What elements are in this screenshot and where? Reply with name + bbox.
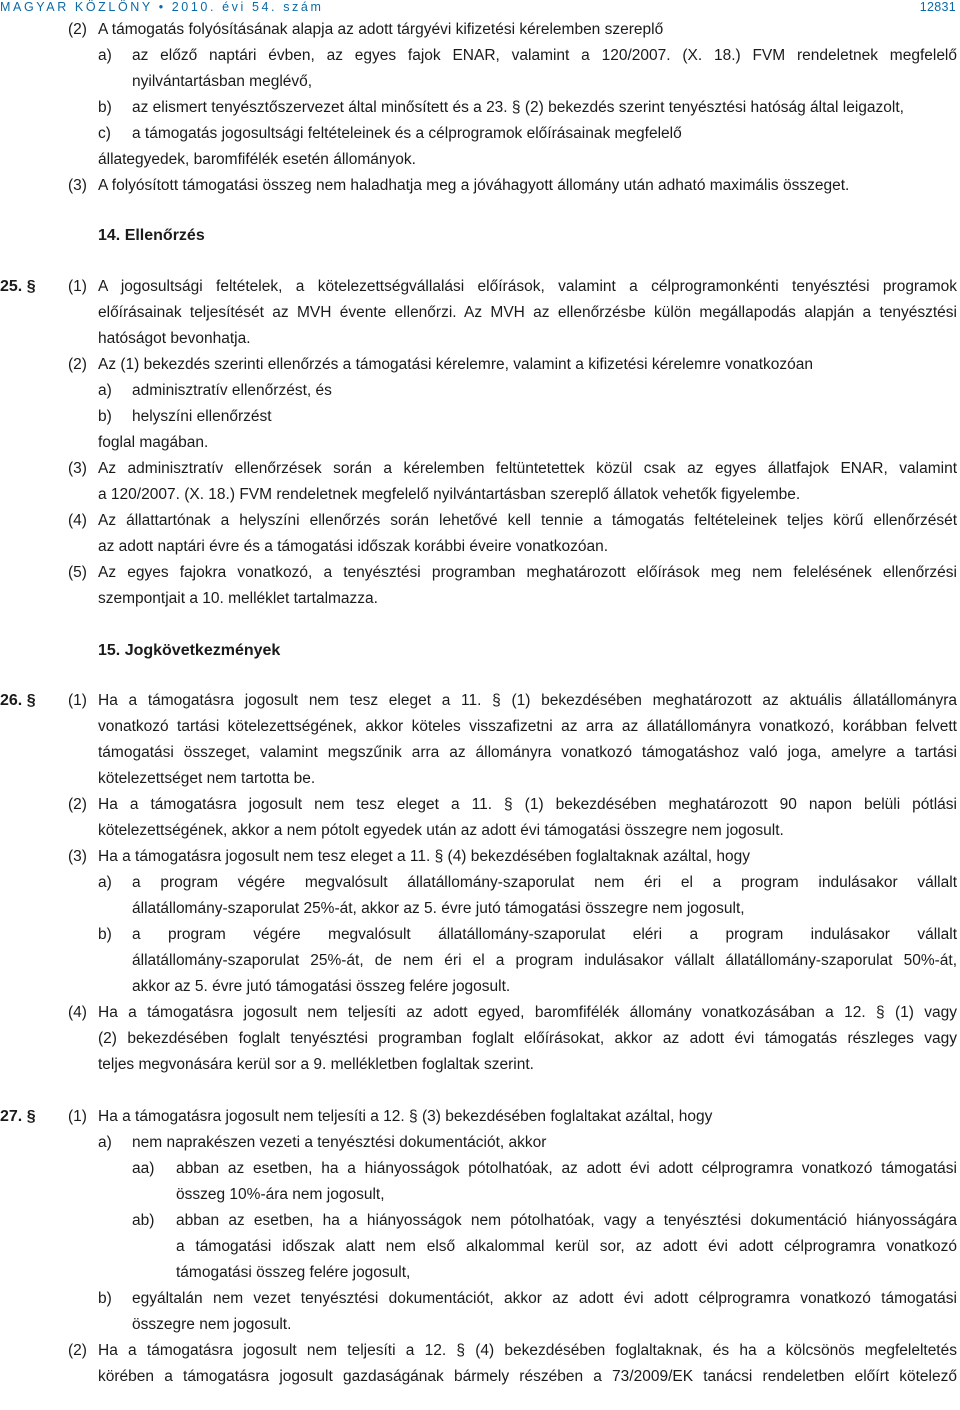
paragraph-text: az adott naptári évre és a támogatási időszak korábbi éveire vonatkozóan. bbox=[98, 538, 609, 555]
section-heading: 14. Ellenőrzés bbox=[98, 227, 205, 244]
item-text: akkor az 5. évre jutó támogatási összeg felére jogosult. bbox=[132, 978, 511, 995]
paragraph-number: (2) bbox=[68, 796, 87, 813]
paragraph-text: kötelezettséget nem tartotta be. bbox=[98, 770, 316, 787]
item-marker: b) bbox=[98, 926, 112, 943]
item-marker: b) bbox=[98, 99, 112, 116]
paragraph-number: (2) bbox=[68, 356, 87, 373]
subitem-text: a támogatási időszak alatt nem első alkalommal kerül sor, az adott évi adott célprogramra vonatkozó bbox=[176, 1238, 957, 1255]
paragraph-text: támogatási összeget, valamint megszűnik arra az állományra vonatkozó támogatáshoz való joga, amelyre a tartási bbox=[98, 744, 957, 761]
page-number: 12831 bbox=[919, 0, 956, 14]
subitem-text: támogatási összeg felére jogosult, bbox=[176, 1264, 411, 1281]
paragraph-number: (1) bbox=[68, 692, 87, 709]
paragraph-number: (2) bbox=[68, 21, 87, 38]
item-text: nyilvántartásban meglévő, bbox=[132, 73, 313, 90]
subitem-text: abban az esetben, ha a hiányosságok nem pótolhatóak, vagy a tenyésztési dokumentáció hiányosságára bbox=[176, 1212, 957, 1229]
paragraph-number: (3) bbox=[68, 177, 87, 194]
paragraph-text: A támogatás folyósításának alapja az adott tárgyévi kifizetési kérelemben szereplő bbox=[98, 21, 664, 38]
paragraph-text: Az állattartónak a helyszíni ellenőrzés során lehetővé kell tennie a támogatás feltételeinek teljes körű ellenőrzését bbox=[98, 512, 957, 529]
paragraph-text: előírásainak teljesítését az MVH évente ellenőrzi. Az MVH az ellenőrzésbe külön megállapodás alapján a tenyésztési bbox=[98, 304, 957, 321]
section-heading: 15. Jogkövetkezmények bbox=[98, 642, 281, 659]
paragraph-text: Ha a támogatásra jogosult nem teljesíti az adott egyed, baromfifélék állomány vonatkozásában a 12. § (1) vagy bbox=[98, 1004, 957, 1021]
paragraph-text: (2) bekezdésében foglalt tenyésztési programban foglalt előírásokat, akkor az adott évi támogatás részleges vagy bbox=[98, 1030, 957, 1047]
paragraph-text: Az egyes fajokra vonatkozó, a tenyésztési programban meghatározott előírások meg nem felelésének ellenőrzési bbox=[98, 564, 957, 581]
item-text: összegre nem jogosult. bbox=[132, 1316, 292, 1333]
paragraph-text: Az adminisztratív ellenőrzések során a kérelemben feltüntetettek közül csak az egyes állatfajok ENAR, valamint bbox=[98, 460, 957, 477]
section-number: 26. § bbox=[0, 692, 36, 709]
section-number: 25. § bbox=[0, 278, 36, 295]
paragraph-text: körében a támogatásra jogosult gazdaságának bármely részében a 73/2009/EK tanácsi rendeletben előírt kötelező bbox=[98, 1368, 957, 1385]
item-text: egyáltalán nem vezet tenyésztési dokumentációt, akkor az adott évi adott célprogramra vonatkozó támogatási bbox=[132, 1290, 957, 1307]
paragraph-text: teljes megvonására kerül sor a 9. mellékletben foglaltak szerint. bbox=[98, 1056, 534, 1073]
item-text: állategyedek, baromfifélék esetén állományok. bbox=[98, 151, 416, 168]
item-marker: b) bbox=[98, 408, 112, 425]
paragraph-number: (5) bbox=[68, 564, 87, 581]
item-marker: c) bbox=[98, 125, 111, 142]
paragraph-number: (4) bbox=[68, 1004, 87, 1021]
item-text: a támogatás jogosultsági feltételeinek és a célprogramok előírásainak megfelelő bbox=[132, 125, 682, 142]
subitem-marker: ab) bbox=[132, 1212, 155, 1229]
item-marker: a) bbox=[98, 1134, 112, 1151]
paragraph-text: Ha a támogatásra jogosult nem teljesíti a 12. § (3) bekezdésében foglaltakat azáltal, hogy bbox=[98, 1108, 713, 1125]
paragraph-number: (2) bbox=[68, 1342, 87, 1359]
item-text: nem naprakészen vezeti a tenyésztési dokumentációt, akkor bbox=[132, 1134, 547, 1151]
item-marker: a) bbox=[98, 874, 112, 891]
item-text: adminisztratív ellenőrzést, és bbox=[132, 382, 332, 399]
paragraph-text: hatóságot bevonhatja. bbox=[98, 330, 251, 347]
paragraph-text: szempontjait a 10. melléklet tartalmazza. bbox=[98, 590, 378, 607]
item-text: helyszíni ellenőrzést bbox=[132, 408, 272, 425]
paragraph-text: vonatkozó tartási kötelezettségének, akkor köteles visszafizetni az arra az állatállományra vonatkozó, korábban felvett bbox=[98, 718, 957, 735]
paragraph-text: Ha a támogatásra jogosult nem tesz eleget a 11. § (1) bekezdésében meghatározott az aktuális állatállományra bbox=[98, 692, 957, 709]
subitem-text: összeg 10%-ára nem jogosult, bbox=[176, 1186, 385, 1203]
item-marker: a) bbox=[98, 382, 112, 399]
paragraph-number: (1) bbox=[68, 278, 87, 295]
paragraph-number: (4) bbox=[68, 512, 87, 529]
page-header bbox=[0, 0, 960, 16]
paragraph-text: foglal magában. bbox=[98, 434, 209, 451]
item-text: a program végére megvalósult állatállomány-szaporulat eléri a program indulásakor vállalt bbox=[132, 926, 957, 943]
paragraph-text: Ha a támogatásra jogosult nem tesz eleget a 11. § (1) bekezdésében meghatározott 90 napon belüli pótlási bbox=[98, 796, 957, 813]
subitem-text: abban az esetben, ha a hiányosságok pótolhatóak, az adott évi adott célprogramra vonatkozó támogatási bbox=[176, 1160, 957, 1177]
paragraph-text: A jogosultsági feltételek, a kötelezettségvállalási előírások, valamint a célprogramonkénti tenyésztési programok bbox=[98, 278, 957, 295]
item-marker: a) bbox=[98, 47, 112, 64]
item-text: az előző naptári évben, az egyes fajok ENAR, valamint a 120/2007. (X. 18.) FVM rendeletnek megfelelő bbox=[132, 47, 957, 64]
paragraph-text: Ha a támogatásra jogosult nem tesz eleget a 11. § (4) bekezdésében foglaltaknak azáltal, hogy bbox=[98, 848, 750, 865]
item-text: az elismert tenyésztőszervezet által minősített és a 23. § (2) bekezdés szerint tenyésztési hatóság által leigazolt, bbox=[132, 99, 904, 116]
paragraph-number: (3) bbox=[68, 848, 87, 865]
paragraph-text: a 120/2007. (X. 18.) FVM rendeletnek megfelelő nyilvántartásban szereplő állatok vehetők figyelembe. bbox=[98, 486, 801, 503]
item-marker: b) bbox=[98, 1290, 112, 1307]
publication-title: MAGYAR KÖZLÖNY • 2010. évi 54. szám bbox=[0, 0, 324, 14]
paragraph-text: kötelezettségének, akkor a nem pótolt egyedek után az adott évi támogatási összegre nem jogosult. bbox=[98, 822, 784, 839]
paragraph-number: (1) bbox=[68, 1108, 87, 1125]
subitem-marker: aa) bbox=[132, 1160, 155, 1177]
paragraph-number: (3) bbox=[68, 460, 87, 477]
paragraph-text: Ha a támogatásra jogosult nem teljesíti a 12. § (4) bekezdésében foglaltaknak, és ha a kölcsönös megfeleltetés bbox=[98, 1342, 957, 1359]
item-text: a program végére megvalósult állatállomány-szaporulat nem éri el a program indulásakor vállalt bbox=[132, 874, 957, 891]
paragraph-text: A folyósított támogatási összeg nem haladhatja meg a jóváhagyott állomány után adható maximális összeget. bbox=[98, 177, 850, 194]
paragraph-text: Az (1) bekezdés szerinti ellenőrzés a támogatási kérelemre, valamint a kifizetési kérelemre vonatkozóan bbox=[98, 356, 814, 373]
section-number: 27. § bbox=[0, 1108, 36, 1125]
item-text: állatállomány-szaporulat 25%-át, de nem éri el a program indulásakor vállalt állatállomány-szaporulat 50%-át, bbox=[132, 952, 957, 969]
item-text: állatállomány-szaporulat 25%-át, akkor az 5. évre jutó támogatási összegre nem jogosult, bbox=[132, 900, 745, 917]
